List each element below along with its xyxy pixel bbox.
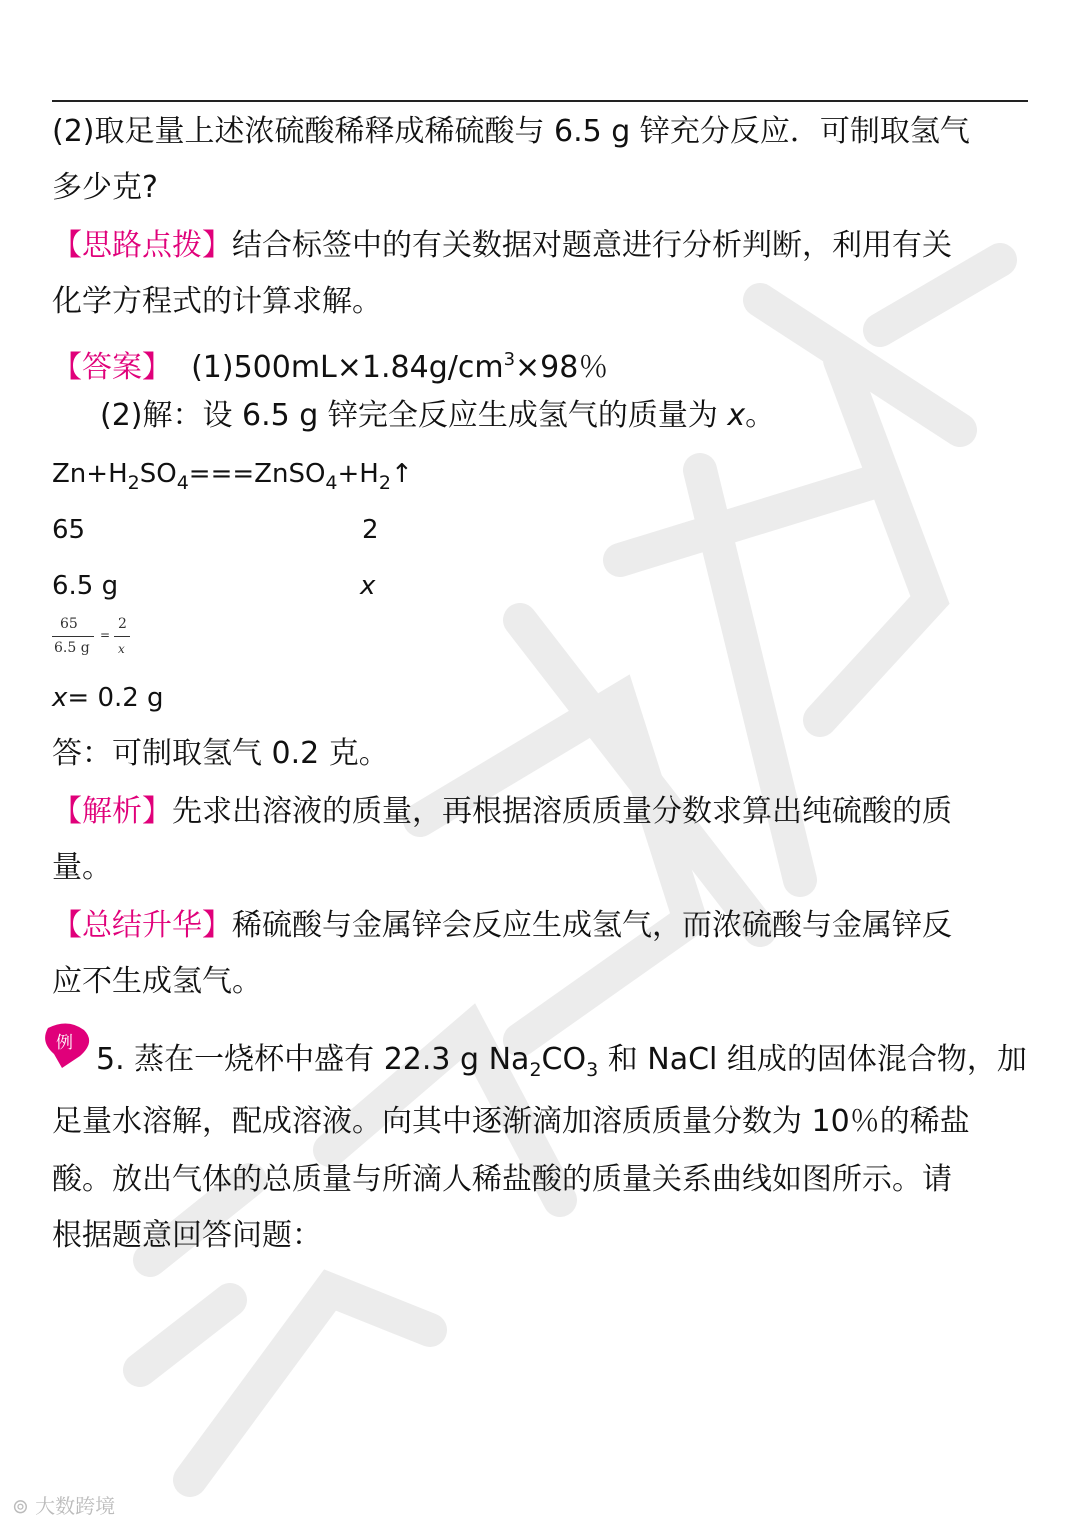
- proportion-fraction: 65 6.5 g = 2 x: [52, 614, 132, 664]
- top-rule: [52, 100, 1028, 102]
- question-2-line-2: 多少克?: [52, 170, 158, 205]
- hint-line-1: 【思路点拨】结合标签中的有关数据对题意进行分析判断，利用有关: [52, 228, 952, 263]
- footer-logo-icon: ⊚: [12, 1494, 29, 1518]
- given-mass: 6.5 g: [52, 571, 119, 601]
- hint-tag: 【思路点拨】: [52, 228, 232, 263]
- example-badge-icon: [40, 1022, 96, 1070]
- summary-line-2: 应不生成氢气。: [52, 964, 262, 999]
- molar-mass-left: 65: [52, 515, 86, 545]
- example-5-line-4: 根据题意回答问题：: [52, 1218, 322, 1253]
- answer-line-2: (2)解：设 6.5 g 锌完全反应生成氢气的质量为 x。: [100, 398, 776, 433]
- unknown-mass: x: [360, 571, 376, 601]
- summary-tag: 【总结升华】: [52, 908, 232, 943]
- example-5-line-1: 5. 蒸在一烧杯中盛有 22.3 g $Na_2CO_3$ 和 NaCl 组成的固体混合物，加: [96, 1042, 1027, 1081]
- hint-line-2: 化学方程式的计算求解。: [52, 284, 382, 319]
- chemical-equation: $Zn+H_2SO_4===ZnSO_4+H_2↑$: [52, 459, 413, 494]
- analysis-line-2: 量。: [52, 850, 112, 885]
- example-5-line-3: 酸。放出气体的总质量与所滴人稀盐酸的质量关系曲线如图所示。请: [52, 1162, 952, 1197]
- answer-tag: 【答案】: [52, 350, 172, 385]
- result-line: x= 0.2 g: [52, 683, 164, 713]
- badge-label: 例: [56, 1033, 73, 1053]
- example-5-line-2: 足量水溶解，配成溶液。向其中逐渐滴加溶质质量分数为 10％的稀盐: [52, 1104, 970, 1139]
- answer-line-1: 【答案】 $(1)500mL\times 1.84g/cm^3\times 98$％: [52, 349, 609, 385]
- analysis-line-1: 【解析】先求出溶液的质量，再根据溶质质量分数求算出纯硫酸的质: [52, 794, 952, 829]
- question-2-line-1: (2)取足量上述浓硫酸稀释成稀硫酸与 6.5 g 锌充分反应．可制取氢气: [52, 114, 970, 149]
- analysis-tag: 【解析】: [52, 794, 172, 829]
- footer-logo: ⊚ 大数跨境: [12, 1494, 116, 1518]
- summary-line-1: 【总结升华】稀硫酸与金属锌会反应生成氢气，而浓硫酸与金属锌反: [52, 908, 952, 943]
- molar-mass-right: 2: [362, 515, 379, 545]
- conclusion-line: 答：可制取氢气 0.2 克。: [52, 736, 389, 771]
